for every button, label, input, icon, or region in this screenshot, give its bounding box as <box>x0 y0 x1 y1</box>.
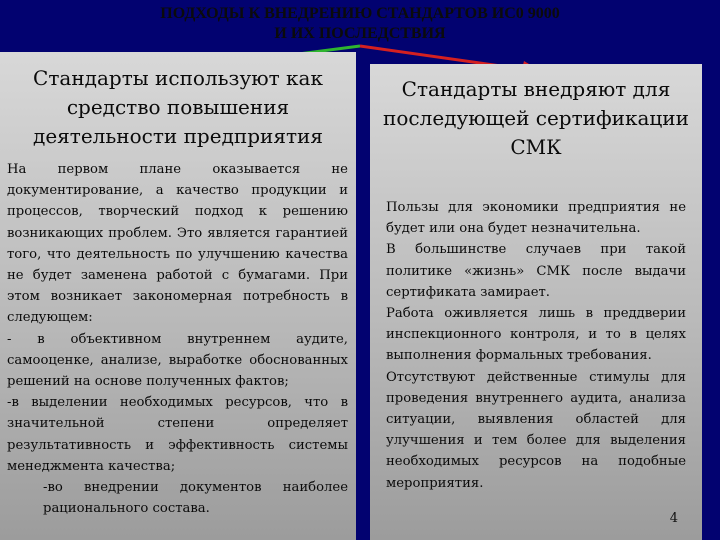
right-heading: Стандарты внедряют для последующей сертификации СМК <box>383 77 689 159</box>
left-paragraph-3: -в выделении необходимых ресурсов, что в значительной степени определяет результативность и эффективность системы менеджмента качества; <box>7 395 348 474</box>
left-approach-panel <box>0 52 356 540</box>
slide-title-line-2: И ИХ ПОСЛЕДСТВИЯ <box>274 25 446 42</box>
left-paragraph-4: -во внедрении документов наиболее рационального состава. <box>43 480 348 517</box>
right-paragraph-1: Пользы для экономики предприятия не будет или она будет незначительна. <box>386 200 686 237</box>
left-body <box>0 159 356 519</box>
right-paragraph-4: Отсутствуют действенные стимулы для проведения внутреннего аудита, анализа ситуации, выявления областей для улучшения и тем более для выделения необходимых ресурсов на подобные мероприятия. <box>386 369 686 491</box>
right-body <box>370 197 702 494</box>
slide-title-line-1: ПОДХОДЫ К ВНЕДРЕНИЮ СТАНДАРТОВ ИС0 9000 <box>160 5 560 22</box>
right-paragraph-3: Работа оживляется лишь в преддверии инспекционного контроля, и то в целях выполнения формальных требования. <box>386 306 686 364</box>
page-number: 4 <box>669 511 678 526</box>
right-paragraph-2: В большинстве случаев при такой политике «жизнь» СМК после выдачи сертификата замирает. <box>386 242 686 300</box>
left-paragraph-1: На первом плане оказывается не документирование, а качество продукции и процессов, творческий подход к решению возникающих проблем. Это является гарантией того, что деятельность по улучшению качества не будет заменена работой с бумагами. При этом возникает закономерная потребность в следующем: <box>7 162 348 326</box>
left-paragraph-2: - в объективном внутреннем аудите, самооценке, анализе, выработке обоснованных решений на основе полученных фактов; <box>7 331 348 390</box>
left-heading: Стандарты используют как средство повышения деятельности предприятия <box>33 66 323 148</box>
right-approach-panel <box>370 64 702 540</box>
